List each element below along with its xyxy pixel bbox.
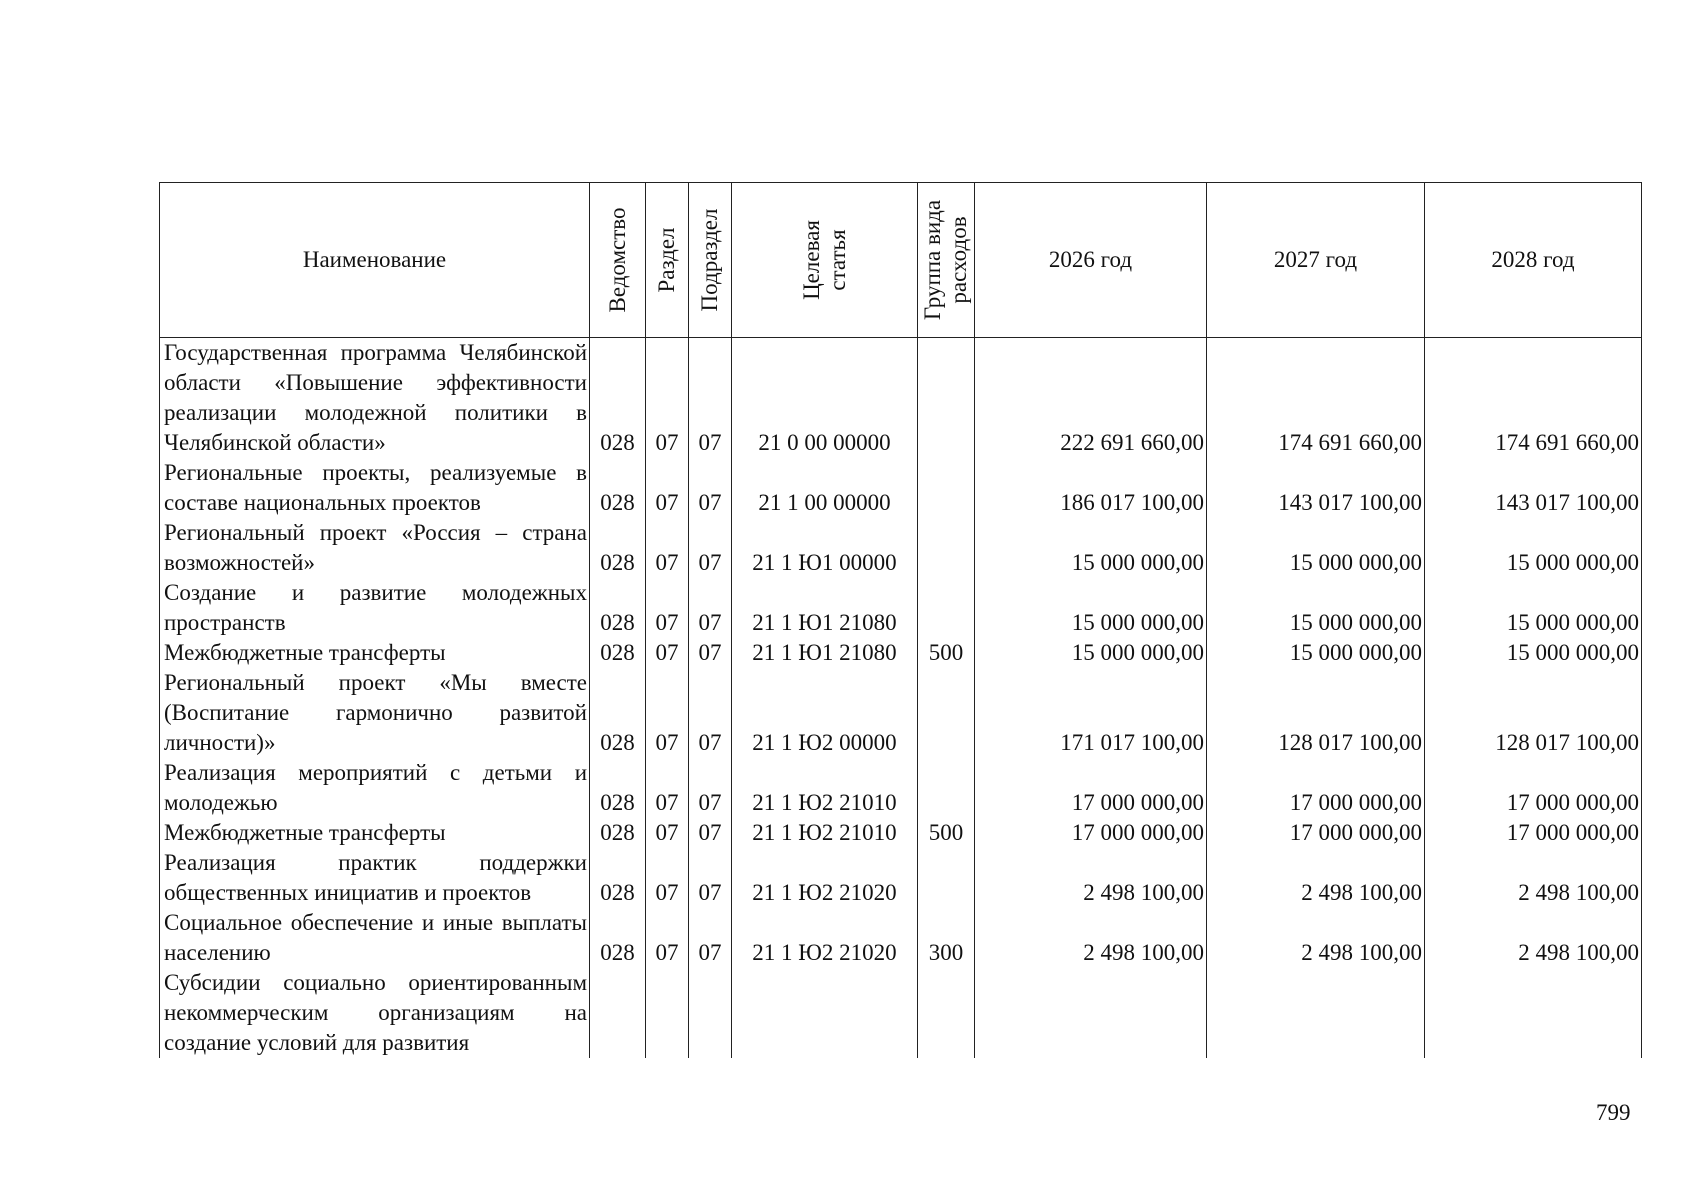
row-2028: 17 000 000,00 xyxy=(1425,818,1642,848)
row-2028: 15 000 000,00 xyxy=(1425,638,1642,668)
row-podrazdel: 07 xyxy=(689,908,732,968)
header-celevaya-line1: Целевая xyxy=(798,220,824,300)
row-podrazdel xyxy=(689,968,732,1058)
table-row xyxy=(160,668,1642,758)
header-gruppa-line1: Группа вида xyxy=(920,199,945,321)
budget-table xyxy=(159,182,1642,1058)
row-name: Создание и развитие молодежных пространств xyxy=(160,578,590,638)
row-gruppa xyxy=(918,518,975,578)
row-celevaya: 21 1 00 00000 xyxy=(732,458,918,518)
header-vedomstvo-text: Ведомство xyxy=(604,207,630,313)
row-razdel: 07 xyxy=(646,518,689,578)
row-celevaya: 21 1 Ю2 21010 xyxy=(732,758,918,818)
row-razdel: 07 xyxy=(646,338,689,459)
table-row xyxy=(160,638,1642,668)
header-celevaya-line2: статья xyxy=(824,229,850,291)
row-2028: 2 498 100,00 xyxy=(1425,848,1642,908)
row-razdel: 07 xyxy=(646,908,689,968)
row-name: Субсидии социально ориентированным некоммерческим организациям на создание условий для развития xyxy=(160,968,590,1058)
row-vedomstvo xyxy=(590,968,646,1058)
row-2026: 2 498 100,00 xyxy=(975,848,1207,908)
row-2026: 15 000 000,00 xyxy=(975,638,1207,668)
row-razdel: 07 xyxy=(646,668,689,758)
header-vedomstvo xyxy=(590,183,646,338)
row-2028: 174 691 660,00 xyxy=(1425,338,1642,459)
row-2026: 222 691 660,00 xyxy=(975,338,1207,459)
header-razdel-text: Раздел xyxy=(654,227,679,293)
row-2026: 17 000 000,00 xyxy=(975,818,1207,848)
row-name: Межбюджетные трансферты xyxy=(160,638,590,668)
row-vedomstvo: 028 xyxy=(590,458,646,518)
row-name: Государственная программа Челябинской области «Повышение эффективности реализации молодежной политики в Челябинской области» xyxy=(160,338,590,459)
row-vedomstvo: 028 xyxy=(590,848,646,908)
row-razdel: 07 xyxy=(646,848,689,908)
row-razdel: 07 xyxy=(646,818,689,848)
row-gruppa: 500 xyxy=(918,638,975,668)
row-name: Региональный проект «Россия – страна возможностей» xyxy=(160,518,590,578)
row-2026: 17 000 000,00 xyxy=(975,758,1207,818)
row-2026: 186 017 100,00 xyxy=(975,458,1207,518)
row-celevaya: 21 0 00 00000 xyxy=(732,338,918,459)
row-gruppa xyxy=(918,758,975,818)
row-2027: 17 000 000,00 xyxy=(1207,758,1425,818)
table-row xyxy=(160,338,1642,459)
table-row xyxy=(160,758,1642,818)
row-podrazdel: 07 xyxy=(689,758,732,818)
table-row xyxy=(160,848,1642,908)
row-gruppa xyxy=(918,458,975,518)
row-2026: 171 017 100,00 xyxy=(975,668,1207,758)
row-name: Социальное обеспечение и иные выплаты населению xyxy=(160,908,590,968)
row-podrazdel: 07 xyxy=(689,668,732,758)
row-gruppa xyxy=(918,668,975,758)
row-vedomstvo: 028 xyxy=(590,758,646,818)
row-name: Региональные проекты, реализуемые в составе национальных проектов xyxy=(160,458,590,518)
row-2028 xyxy=(1425,968,1642,1058)
row-2027: 15 000 000,00 xyxy=(1207,638,1425,668)
row-2028: 15 000 000,00 xyxy=(1425,578,1642,638)
row-vedomstvo: 028 xyxy=(590,818,646,848)
row-2028: 143 017 100,00 xyxy=(1425,458,1642,518)
row-razdel: 07 xyxy=(646,578,689,638)
row-2027: 15 000 000,00 xyxy=(1207,518,1425,578)
row-razdel xyxy=(646,968,689,1058)
row-2026: 15 000 000,00 xyxy=(975,578,1207,638)
row-2027: 174 691 660,00 xyxy=(1207,338,1425,459)
header-2028: 2028 год xyxy=(1425,183,1642,338)
row-vedomstvo: 028 xyxy=(590,338,646,459)
row-razdel: 07 xyxy=(646,458,689,518)
header-2026: 2026 год xyxy=(975,183,1207,338)
row-2028: 15 000 000,00 xyxy=(1425,518,1642,578)
row-2027: 17 000 000,00 xyxy=(1207,818,1425,848)
row-podrazdel: 07 xyxy=(689,818,732,848)
row-2026 xyxy=(975,968,1207,1058)
header-gruppa-vida-rashodov xyxy=(918,183,975,338)
header-razdel xyxy=(646,183,689,338)
row-podrazdel: 07 xyxy=(689,638,732,668)
row-celevaya: 21 1 Ю1 21080 xyxy=(732,638,918,668)
header-name: Наименование xyxy=(160,183,590,338)
table-row xyxy=(160,908,1642,968)
row-gruppa: 300 xyxy=(918,908,975,968)
row-vedomstvo: 028 xyxy=(590,908,646,968)
row-vedomstvo: 028 xyxy=(590,668,646,758)
table-row xyxy=(160,518,1642,578)
table-row xyxy=(160,818,1642,848)
row-gruppa xyxy=(918,968,975,1058)
row-vedomstvo: 028 xyxy=(590,518,646,578)
row-podrazdel: 07 xyxy=(689,338,732,459)
row-celevaya: 21 1 Ю2 21010 xyxy=(732,818,918,848)
row-razdel: 07 xyxy=(646,638,689,668)
row-vedomstvo: 028 xyxy=(590,578,646,638)
row-vedomstvo: 028 xyxy=(590,638,646,668)
row-podrazdel: 07 xyxy=(689,458,732,518)
row-name: Реализация практик поддержки общественных инициатив и проектов xyxy=(160,848,590,908)
table-header-row xyxy=(160,183,1642,338)
row-celevaya: 21 1 Ю2 21020 xyxy=(732,848,918,908)
row-podrazdel: 07 xyxy=(689,848,732,908)
row-name: Межбюджетные трансферты xyxy=(160,818,590,848)
row-2027 xyxy=(1207,968,1425,1058)
header-2027: 2027 год xyxy=(1207,183,1425,338)
row-gruppa xyxy=(918,848,975,908)
header-gruppa-line2: расходов xyxy=(946,216,971,304)
row-gruppa xyxy=(918,578,975,638)
header-podrazdel-text: Подраздел xyxy=(697,208,722,312)
row-razdel: 07 xyxy=(646,758,689,818)
page-number: 799 xyxy=(1596,1100,1631,1125)
row-2027: 2 498 100,00 xyxy=(1207,848,1425,908)
row-celevaya: 21 1 Ю2 21020 xyxy=(732,908,918,968)
row-podrazdel: 07 xyxy=(689,518,732,578)
row-podrazdel: 07 xyxy=(689,578,732,638)
row-celevaya: 21 1 Ю1 00000 xyxy=(732,518,918,578)
table-row xyxy=(160,458,1642,518)
row-celevaya xyxy=(732,968,918,1058)
row-gruppa: 500 xyxy=(918,818,975,848)
row-2026: 15 000 000,00 xyxy=(975,518,1207,578)
row-gruppa xyxy=(918,338,975,459)
header-celevaya-statya xyxy=(732,183,918,338)
row-name: Реализация мероприятий с детьми и молодежью xyxy=(160,758,590,818)
header-podrazdel xyxy=(689,183,732,338)
row-celevaya: 21 1 Ю1 21080 xyxy=(732,578,918,638)
table-row xyxy=(160,968,1642,1058)
row-2028: 17 000 000,00 xyxy=(1425,758,1642,818)
row-2028: 128 017 100,00 xyxy=(1425,668,1642,758)
row-2026: 2 498 100,00 xyxy=(975,908,1207,968)
row-2027: 143 017 100,00 xyxy=(1207,458,1425,518)
table-row xyxy=(160,578,1642,638)
row-name: Региональный проект «Мы вместе (Воспитание гармонично развитой личности)» xyxy=(160,668,590,758)
row-celevaya: 21 1 Ю2 00000 xyxy=(732,668,918,758)
row-2028: 2 498 100,00 xyxy=(1425,908,1642,968)
row-2027: 128 017 100,00 xyxy=(1207,668,1425,758)
row-2027: 15 000 000,00 xyxy=(1207,578,1425,638)
row-2027: 2 498 100,00 xyxy=(1207,908,1425,968)
